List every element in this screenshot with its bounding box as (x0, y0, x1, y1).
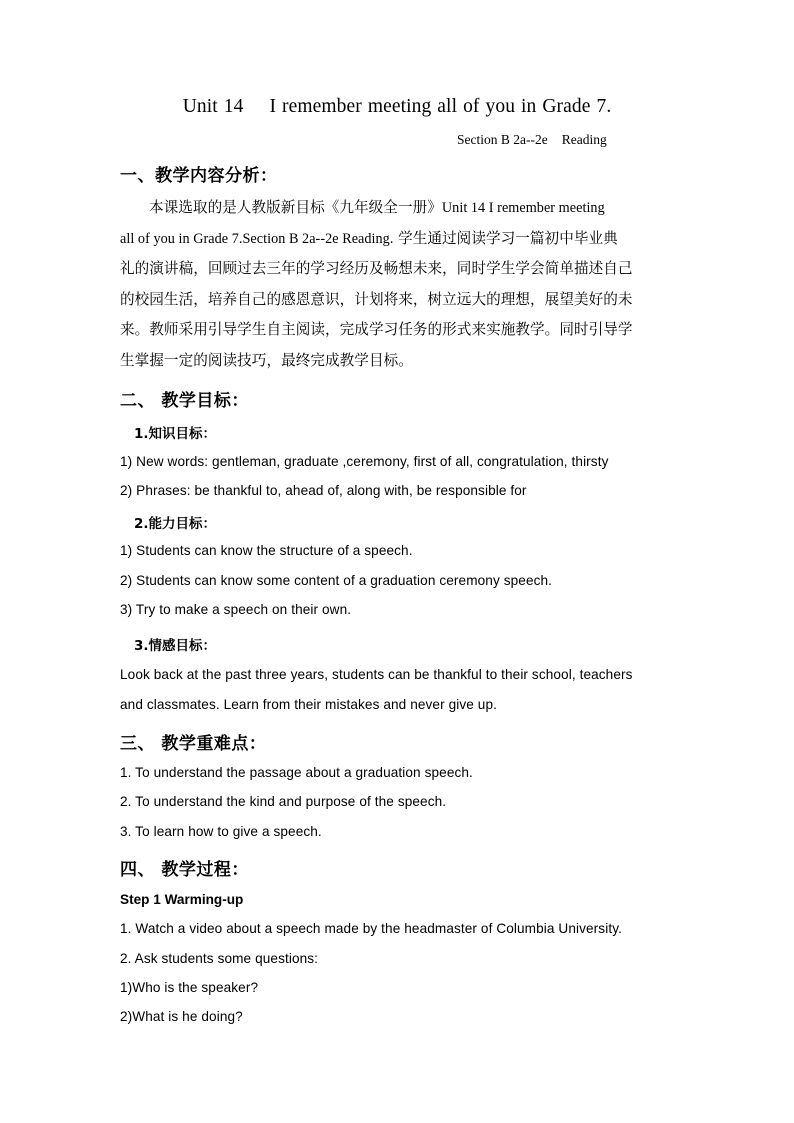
section3-heading: 三、 教学重难点： (120, 734, 267, 754)
paragraph-line: 生掌握一定的阅读技巧，最终完成教学目标。 (120, 352, 413, 369)
paragraph-line: 礼的演讲稿，回顾过去三年的学习经历及畅想未来，同时学生学会简单描述自己 (120, 260, 633, 277)
list-item: 3. To learn how to give a speech. (120, 824, 322, 839)
list-item: 1. Watch a video about a speech made by the headmaster of Columbia University. (120, 921, 622, 936)
list-item: 2) Students can know some content of a graduation ceremony speech. (120, 573, 553, 588)
list-item: 1)Who is the speaker? (120, 980, 259, 995)
section2-heading: 二、 教学目标： (120, 391, 249, 411)
list-item: 1. To understand the passage about a graduation speech. (120, 765, 473, 780)
unit-label: Unit 14 (182, 96, 244, 117)
list-item: 2. To understand the kind and purpose of the speech. (120, 794, 447, 809)
list-item: 1) New words: gentleman, graduate ,ceremony, first of all, congratulation, thirsty (120, 454, 609, 469)
section-subtitle (457, 132, 607, 148)
list-item: 3) Try to make a speech on their own. (120, 602, 352, 617)
paragraph-line: 本课选取的是人教版新目标《九年级全一册》Unit 14 I remember meeting (149, 199, 605, 216)
list-item: 2)What is he doing? (120, 1009, 243, 1024)
list-item: Look back at the past three years, students can be thankful to their school, teachers (120, 667, 633, 682)
section1-paragraph (120, 196, 674, 376)
list-item: 1) Students can know the structure of a speech. (120, 543, 413, 558)
section-label: Section B 2a--2e (457, 132, 548, 147)
emotion-goals-heading: 3.情感目标： (134, 638, 217, 654)
section1-heading: 一、教学内容分析： (120, 166, 278, 186)
lesson-title: I remember meeting all of you in Grade 7. (269, 96, 612, 117)
list-item: 2) Phrases: be thankful to, ahead of, along with, be responsible for (120, 483, 527, 498)
reading-label: Reading (561, 132, 607, 147)
paragraph-line: 的校园生活，培养自己的感恩意识，计划将来，树立远大的理想，展望美好的未 (120, 291, 633, 308)
paragraph-line: all of you in Grade 7.Section B 2a--2e Reading. 学生通过阅读学习一篇初中毕业典 (120, 230, 618, 247)
section4-heading: 四、 教学过程： (120, 860, 249, 880)
paragraph-line: 来。教师采用引导学生自主阅读，完成学习任务的形式来实施教学。同时引导学 (120, 321, 633, 338)
knowledge-goals-heading: 1.知识目标： (134, 426, 217, 442)
ability-goals-heading: 2.能力目标： (134, 516, 217, 532)
document-title (0, 96, 794, 118)
list-item: and classmates. Learn from their mistakes and never give up. (120, 697, 497, 712)
step1-heading: Step 1 Warming-up (120, 892, 244, 907)
list-item: 2. Ask students some questions: (120, 951, 319, 966)
